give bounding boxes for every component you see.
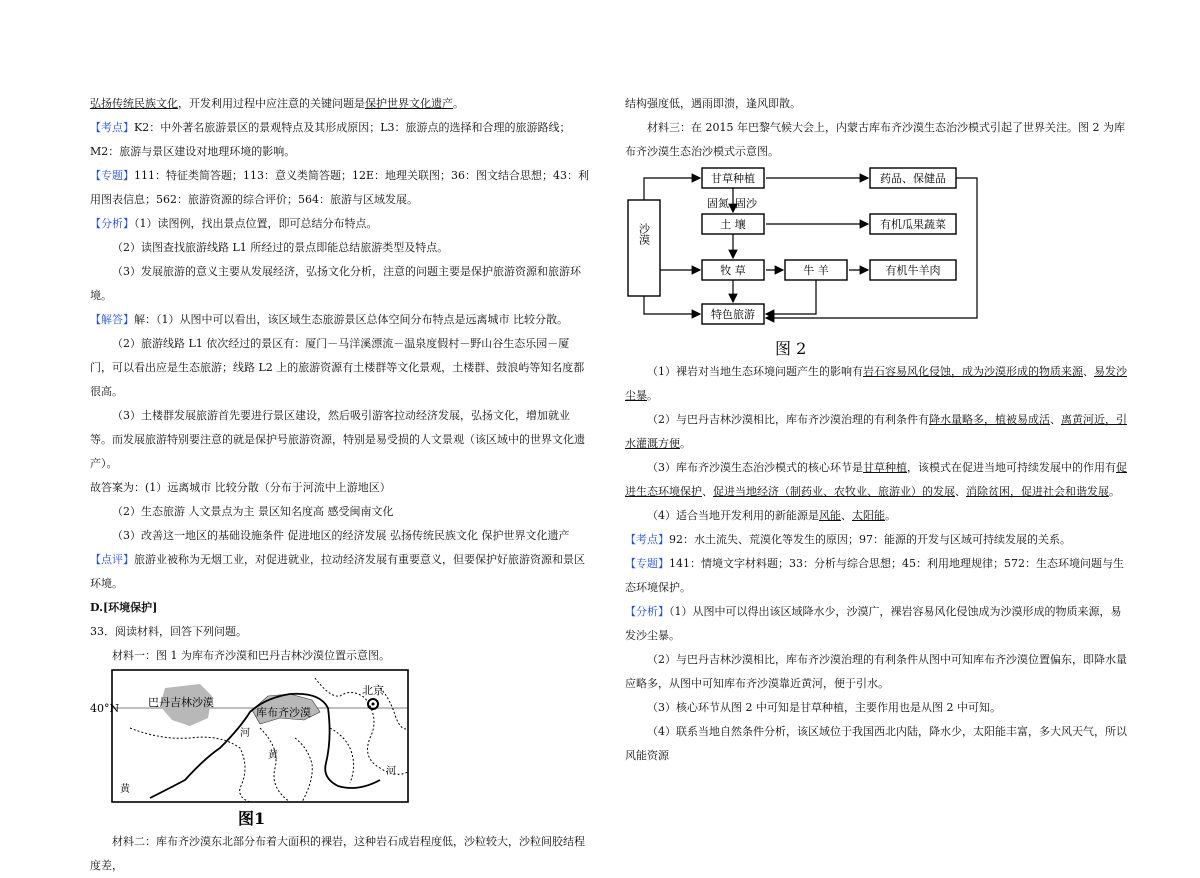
- figure-2-flowchart: [625, 164, 1130, 360]
- map-label-river: 河: [386, 766, 396, 777]
- mucao-label: 牧 草: [720, 264, 746, 277]
- niuyang-label: 牛 羊: [803, 264, 829, 277]
- flowchart-svg: [625, 164, 1130, 360]
- question-2: （2）与巴丹吉林沙漠相比，库布齐沙漠治理的有利条件有降水量略多，植被易成活、离黄河近，引水灌溉方便。: [625, 413, 1127, 450]
- underlined-answer: 易发沙尘暴: [625, 365, 1127, 402]
- zhuanti-paragraph: 【专题】141：情境文字材料题；33：分析与综合思想；45：利用地理规律；572：生态环境问题与生态环境保护。: [625, 557, 1124, 594]
- arrow: [766, 178, 977, 318]
- zhuanti-tag: 【专题】: [625, 557, 669, 570]
- kaodian-paragraph: 【考点】92：水土流失、荒漠化等发生的原因；97：能源的开发与区域可持续发展的关系。: [625, 533, 1071, 546]
- zhuanti-tag: 【专题】: [90, 169, 134, 182]
- underlined-answer: 保护世界文化遗产: [365, 97, 453, 110]
- jieda-tag: 【解答】: [90, 313, 134, 326]
- answer-continuation: 弘扬传统民族文化，开发利用过程中应注意的关键问题是保护世界文化遗产。: [90, 97, 464, 110]
- material-2-continuation: 结构强度低，遇雨即溃，逢风即散。: [625, 97, 801, 110]
- fenxi-paragraph: 【分析】（1）读图例，找出景点位置，即可总结分布特点。: [90, 217, 378, 230]
- question-33: 33．阅读材料，回答下列问题。: [90, 625, 247, 638]
- border-line: [380, 688, 408, 729]
- underlined-answer: 降水量略多，植被易成活: [929, 413, 1050, 426]
- fenxi-item: （3）核心环节从图 2 中可知是甘草种植，主要作用也是从图 2 中可知。: [647, 701, 1001, 714]
- jieda-item: （3）土楼群发展旅游首先要进行景区建设，然后吸引游客拉动经济发展，弘扬文化，增加就业等。而发展旅游特别要注意的就是保护号旅游资源，特别是易受损的人文景观（该区域中的世界文化遗产）。: [90, 409, 585, 470]
- underlined-answer: 弘扬传统民族文化: [90, 97, 178, 110]
- figure-1-map: [90, 668, 590, 830]
- fenxi-item: （3）发展旅游的意义主要从发展经济，弘扬文化分析，注意的问题主要是保护旅游资源和旅游环境。: [90, 265, 581, 302]
- kaodian-paragraph: 【考点】K2：中外著名旅游景区的景观特点及其形成原因；L3：旅游点的选择和合理的旅游路线；M2：旅游与景区建设对地理环境的影响。: [90, 121, 571, 158]
- arrow: [766, 280, 816, 314]
- lvyou-label: 特色旅游: [711, 308, 755, 321]
- question-1: （1）裸岩对当地生态环境问题产生的影响有岩石容易风化侵蚀，成为沙漠形成的物质来源、易发沙尘暴。: [625, 365, 1127, 402]
- jieda-paragraph: 【解答】解：（1）从图中可以看出，该区域生态旅游景区总体空间分布特点是远离城市 比较分散。: [90, 313, 568, 326]
- map-label-yellow: 黄: [120, 784, 130, 795]
- question-4: （4）适合当地开发利用的新能源是风能、太阳能。: [647, 509, 896, 522]
- map-label-beijing: 北京: [362, 684, 384, 697]
- fenxi-item: （4）联系当地自然条件分析，该区域位于我国西北内陆，降水少，太阳能丰富，多大风天气，所以风能资源: [625, 725, 1127, 762]
- left-column: [90, 92, 590, 878]
- kaodian-tag: 【考点】: [625, 533, 669, 546]
- answer-line: （2）生态旅游 人文景点为主 景区知名度高 感受闽南文化: [112, 505, 394, 518]
- kaodian-tag: 【考点】: [90, 121, 134, 134]
- dianping-paragraph: 【点评】旅游业被称为无烟工业，对促进就业，拉动经济发展有重要意义，但要保护好旅游资源和景区环境。: [90, 553, 585, 590]
- material-3: 材料三：在 2015 年巴黎气候大会上，内蒙古库布齐沙漠生态治沙模式引起了世界关注。图 2 为库布齐沙漠生态治沙模式示意图。: [625, 121, 1125, 158]
- underlined-answer: 甘草种植: [863, 461, 907, 474]
- border-line: [260, 728, 290, 802]
- material-2: 材料二：库布齐沙漠东北部分布着大面积的裸岩，这种岩石成岩程度低，沙粒较大，沙粒间胶结程度差，: [90, 835, 585, 872]
- box-shamo: [628, 200, 660, 296]
- fenxi-tag: 【分析】: [625, 605, 669, 618]
- underlined-answer: 促进生态环境保护: [625, 461, 1127, 498]
- yaopin-label: 药品、保健品: [880, 172, 946, 185]
- map-label-river: 河: [240, 728, 250, 739]
- figure-2-caption: 图 2: [775, 339, 807, 358]
- map-label-yellow: 黄: [268, 750, 278, 761]
- jieda-item: （2）旅游线路 L1 依次经过的景区有：厦门－马洋溪漂流－温泉度假村－野山谷生态乐园－厦门，可以看出应是生态旅游；线路 L2 上的旅游资源有土楼群等文化景观，土楼群、鼓浪屿等知名度都很高。: [90, 337, 585, 398]
- underlined-answer: 太阳能: [852, 509, 885, 522]
- underlined-answer: 消除贫困，促进社会和谐发展: [966, 485, 1109, 498]
- zhuanti-paragraph: 【专题】111：特征类简答题；113：意义类简答题；12E：地理关联图；36：图文结合思想；43：利用图表信息；562：旅游资源的综合评价；564：旅游与区域发展。: [90, 169, 590, 206]
- material-1: 材料一：图 1 为库布齐沙漠和巴丹吉林沙漠位置示意图。: [112, 649, 390, 662]
- fenxi-tag: 【分析】: [90, 217, 134, 230]
- answer-line: 故答案为：(1）远离城市 比较分散（分布于河流中上游地区）: [90, 481, 391, 494]
- map-label-kubuqi: 库布齐沙漠: [256, 706, 311, 719]
- map-lat-label: 40°N: [90, 702, 120, 715]
- underlined-answer: 促进当地经济（制药业、农牧业、旅游业）的发展: [713, 485, 955, 498]
- gancao-label: 甘草种植: [711, 172, 755, 185]
- border-line: [330, 728, 354, 783]
- fenxi-item: （2）读图查找旅游线路 L1 所经过的景点即能总结旅游类型及特点。: [112, 241, 449, 254]
- beijing-dot: [372, 703, 375, 706]
- underlined-answer: 风能: [819, 509, 841, 522]
- map-label-badan: 巴丹吉林沙漠: [148, 696, 214, 709]
- shamo-label: 沙漠: [637, 223, 651, 245]
- map-svg: [90, 668, 590, 830]
- right-column: [625, 92, 1130, 768]
- gudan-label: 固氮: [707, 197, 729, 210]
- fenxi-paragraph: 【分析】（1）从图中可以得出该区域降水少，沙漠广，裸岩容易风化侵蚀成为沙漠形成的物质来源，易发沙尘暴。: [625, 605, 1122, 642]
- question-3: （3）库布齐沙漠生态治沙模式的核心环节是甘草种植，该模式在促进当地可持续发展中的作用有促进生态环境保护、促进当地经济（制药业、农牧业、旅游业）的发展、消除贫困，促进社会和谐发展。: [625, 461, 1127, 498]
- turang-label: 土 壤: [720, 218, 746, 231]
- guacai-label: 有机瓜果蔬菜: [880, 218, 946, 231]
- answer-line: （3）改善这一地区的基础设施条件 促进地区的经济发展 弘扬传统民族文化 保护世界文化遗产: [112, 529, 570, 542]
- gusha-label: 固沙: [735, 197, 757, 210]
- fenxi-item: （2）与巴丹吉林沙漠相比，库布齐沙漠治理的有利条件从图中可知库布齐沙漠位置偏东，即降水量应略多，从图中可知库布齐沙漠靠近黄河，便于引水。: [625, 653, 1127, 690]
- dianping-tag: 【点评】: [90, 553, 134, 566]
- arrow: [644, 178, 700, 200]
- section-heading: D.[环境保护]: [90, 601, 158, 614]
- border-line: [130, 728, 250, 802]
- arrow: [644, 296, 700, 314]
- underlined-answer: 离黄河近，引水灌溉方便: [625, 413, 1127, 450]
- niurou-label: 有机牛羊肉: [885, 264, 941, 277]
- underlined-answer: 岩石容易风化侵蚀，成为沙漠形成的物质来源: [863, 365, 1083, 378]
- border-line: [295, 738, 312, 802]
- figure-1-caption: 图1: [238, 809, 266, 828]
